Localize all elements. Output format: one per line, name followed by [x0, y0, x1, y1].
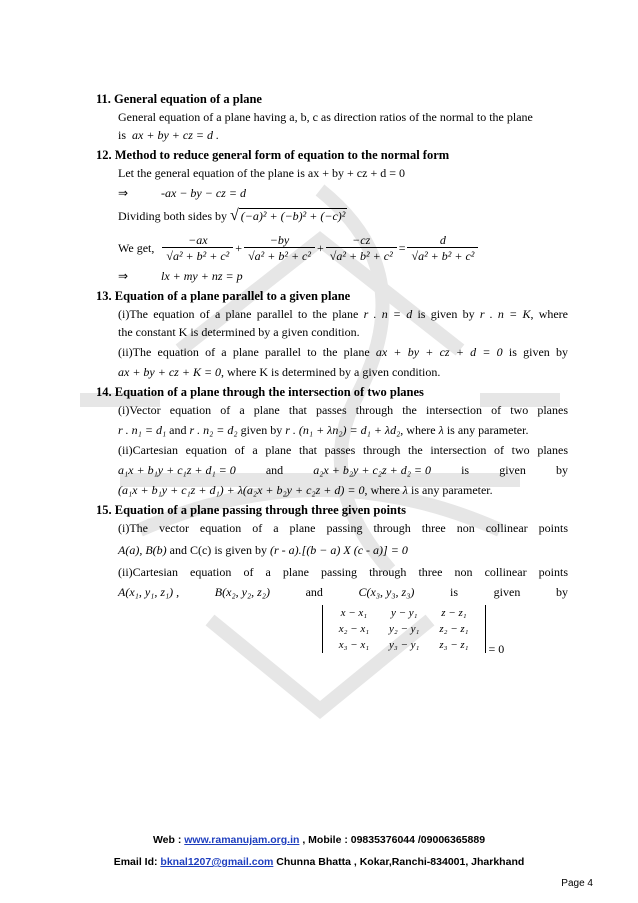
s12-weget: We get,	[118, 241, 155, 255]
s11-line2-prefix: is	[118, 128, 127, 142]
footer-line-1: Web : www.ramanujam.org.in , Mobile : 09835376044 /09006365889	[152, 834, 486, 846]
determinant-equals: = 0	[488, 642, 505, 656]
s12-eq2: lx + my + nz = p	[161, 269, 243, 283]
section-12: 12. Method to reduce general form of equation to the normal form Let the general equation of the plane is ax + by + cz + d = 0 ⇒ -ax − by − cz = d Dividing both sides by √ (−a)² + (−b)² + (−c)² We get, $\frac{-ax}{\text{√a² + b² + c²}}$ + $\frac{-by}{\text{√a² + b² + c²}}$ + $\frac{-cz}{\text{√a² + b² + c²}}$ = $\frac{d}{\text{√a² + b² + c²}}$ ⇒ lx + my + nz = p	[96, 148, 568, 283]
s12-divide-text: Dividing both sides by	[118, 209, 228, 223]
s13-eq-general: ax + by + cz + d = 0	[375, 345, 503, 359]
page-content	[96, 92, 568, 656]
section-12-heading: 12. Method to reduce general form of equation to the normal form	[96, 148, 450, 162]
section-14-heading: 14. Equation of a plane through the intersection of two planes	[96, 385, 424, 399]
s13-eq-r-n-d: r . n = d	[363, 307, 413, 321]
footer-line-2: Email Id: bknal1207@gmail.com Chunna Bhatta , Kokar,Ranchi-834001, Jharkhand	[113, 856, 525, 868]
implies-icon: ⇒	[118, 186, 129, 200]
page-number: Page 4	[561, 878, 593, 889]
email-link[interactable]: bknal1207@gmail.com	[160, 856, 274, 868]
s11-line1: General equation of a plane having a, b, c as direction ratios of the normal to the plane	[118, 110, 533, 124]
section-15-heading: 15. Equation of a plane passing through three given points	[96, 503, 407, 517]
section-13: 13. Equation of a plane parallel to a given plane (i)The equation of a plane parallel to the plane r . n = d is given by r . n = K, where the constant K is determined by a given condition. (ii)The equation of a plane parallel to the plane ax + by + cz + d = 0 is given by ax + by + cz + K = 0, where K is determined by a given condition.	[96, 289, 569, 379]
fraction-4: $\frac{d}{\text{√a² + b² + c²}}$	[407, 233, 478, 263]
fraction-1: $\frac{-ax}{\text{√a² + b² + c²}}$	[162, 233, 233, 263]
s12-line1: Let the general equation of the plane is ax + by + cz + d = 0	[118, 166, 405, 180]
s13-eq-k: ax + by + cz + K = 0	[118, 365, 222, 379]
s13-eq-r-n-k: r . n = K	[479, 307, 531, 321]
s12-eq1: -ax − by − cz = d	[161, 186, 246, 200]
section-11	[96, 92, 568, 142]
fraction-3: $\frac{-cz}{\text{√a² + b² + c²}}$	[326, 233, 397, 263]
implies-icon: ⇒	[118, 269, 129, 283]
sqrt-icon: √	[230, 207, 239, 224]
section-15: 15. Equation of a plane passing through three given points (i)The vector equation of a plane passing through three non collinear points A(a), B(b) and C(c) is given by (r - a).[(b − a) X (c - a)] = 0 (ii)Cartesian equation of a plane passing through three non collinear points A(x₁, y₁, z₁) , B(x₂, y₂, z₂) and C(x₃, y₃, z₃) is given by x − x₁ y − y₁ z − z₁ x₂ − x₁ y₂ − y₁ z₂ − z₁ x₃ − x₁ y₃ − y₁ z₃ − z₁ = 0	[96, 503, 568, 656]
section-11-heading: 11. General equation of a plane	[96, 92, 262, 106]
s11-equation: ax + by + cz = d .	[132, 128, 219, 142]
fraction-2: $\frac{-by}{\text{√a² + b² + c²}}$	[244, 233, 315, 263]
section-14: 14. Equation of a plane through the intersection of two planes (i)Vector equation of a plane that passes through the intersection of two planes r . n₁ = d₁ and r . n₂ = d₂ given by r . (n₁ + λn₂) = d₁ + λd₂, where λ is any parameter. (ii)Cartesian equation of a plane that passes through the intersection of two planes a₁x + b₁y + c₁z + d₁ = 0 and a₂x + b₂y + c₂z + d₂ = 0 is given by (a₁x + b₁y + c₁z + d₁) + λ(a₂x + b₂y + c₂z + d) = 0, where λ is any parameter.	[96, 385, 568, 497]
s12-divide-expr: (−a)² + (−b)² + (−c)²	[240, 209, 346, 223]
website-link[interactable]: www.ramanujam.org.in	[184, 834, 300, 846]
lambda-symbol: λ	[438, 423, 444, 437]
section-13-heading: 13. Equation of a plane parallel to a given plane	[96, 289, 351, 303]
determinant: x − x₁ y − y₁ z − z₁ x₂ − x₁ y₂ − y₁ z₂ − z₁ x₃ − x₁ y₃ − y₁ z₃ − z₁	[322, 605, 486, 653]
